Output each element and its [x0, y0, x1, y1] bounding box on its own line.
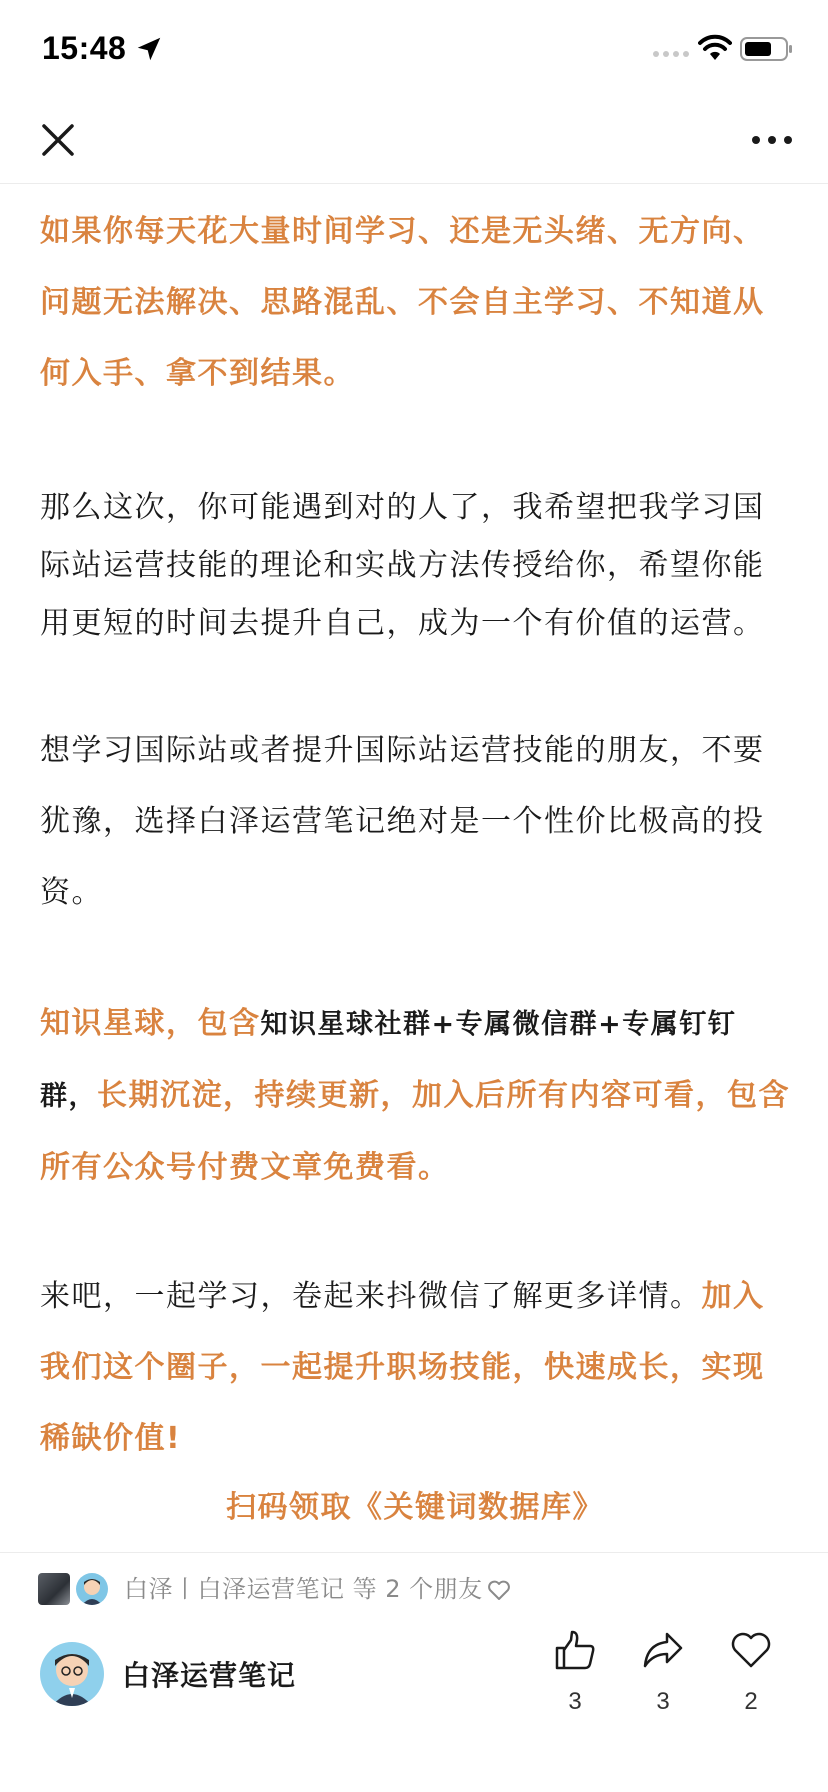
friends-label: 白泽丨白泽运营笔记 等 2 个朋友 [124, 1575, 483, 1603]
scan-cta-text: 扫码领取《关键词数据库》 [226, 1490, 604, 1525]
author-avatar[interactable] [40, 1642, 104, 1706]
article-paragraph: 那么这次，你可能遇到对的人了，我希望把我学习国际站运营技能的理论和实战方法传授给你，希望你能用更短的时间去提升自己，成为一个有价值的运营。 [40, 490, 765, 641]
article-paragraph [40, 1261, 790, 1474]
plain-text: 来吧，一起学习，卷起来抖微信了解更多详情。 [40, 1279, 702, 1314]
like-count: 3 [568, 1688, 582, 1715]
friends-text [124, 1569, 511, 1604]
status-bar [0, 0, 828, 96]
nav-bar [0, 96, 828, 184]
article-paragraph: 如果你每天花大量时间学习、还是无头绪、无方向、问题无法解决、思路混乱、不会自主学习、不知道从何入手、拿不到结果。 [40, 214, 765, 391]
location-arrow-icon [134, 34, 164, 64]
favorite-button[interactable] [716, 1628, 786, 1716]
share-count: 3 [656, 1688, 670, 1715]
wifi-icon [698, 34, 732, 62]
author-name[interactable]: 白泽运营笔记 [122, 1659, 297, 1692]
author-action-bar [0, 1618, 828, 1738]
highlight-text: 加入我们这个圈子，一起提升职场技能，快速成长，实现稀缺价值! [40, 1279, 765, 1456]
heart-icon [729, 1628, 773, 1672]
status-time: 15:48 [42, 30, 127, 66]
like-button[interactable] [540, 1628, 610, 1716]
heart-outline-icon [487, 1579, 511, 1601]
article-paragraph: 想学习国际站或者提升国际站运营技能的朋友，不要犹豫，选择白泽运营笔记绝对是一个性价比极高的投资。 [40, 733, 765, 910]
battery-icon [740, 36, 794, 62]
highlight-text: 长期沉淀，持续更新，加入后所有内容可看，包含所有公众号付费文章免费看。 [40, 1078, 790, 1185]
thumbs-up-icon [553, 1628, 597, 1672]
article-paragraph [40, 988, 790, 1203]
friend-avatar [38, 1573, 70, 1605]
cartoon-avatar-icon [76, 1573, 108, 1605]
article-body [40, 186, 790, 1538]
friend-avatar [76, 1573, 108, 1605]
friends-liked-row[interactable] [0, 1552, 828, 1618]
favorite-count: 2 [744, 1688, 758, 1715]
bold-text: 知识星球社群+专属微信群+专属钉钉群 [40, 1009, 737, 1112]
close-icon[interactable] [38, 120, 78, 160]
share-arrow-icon [641, 1628, 685, 1672]
signal-icon [652, 48, 692, 60]
more-options-icon[interactable] [748, 124, 796, 156]
punctuation: ， [68, 1081, 97, 1112]
cartoon-avatar-icon [40, 1642, 104, 1706]
share-button[interactable] [628, 1628, 698, 1716]
highlight-text: 知识星球，包含 [40, 1006, 261, 1041]
